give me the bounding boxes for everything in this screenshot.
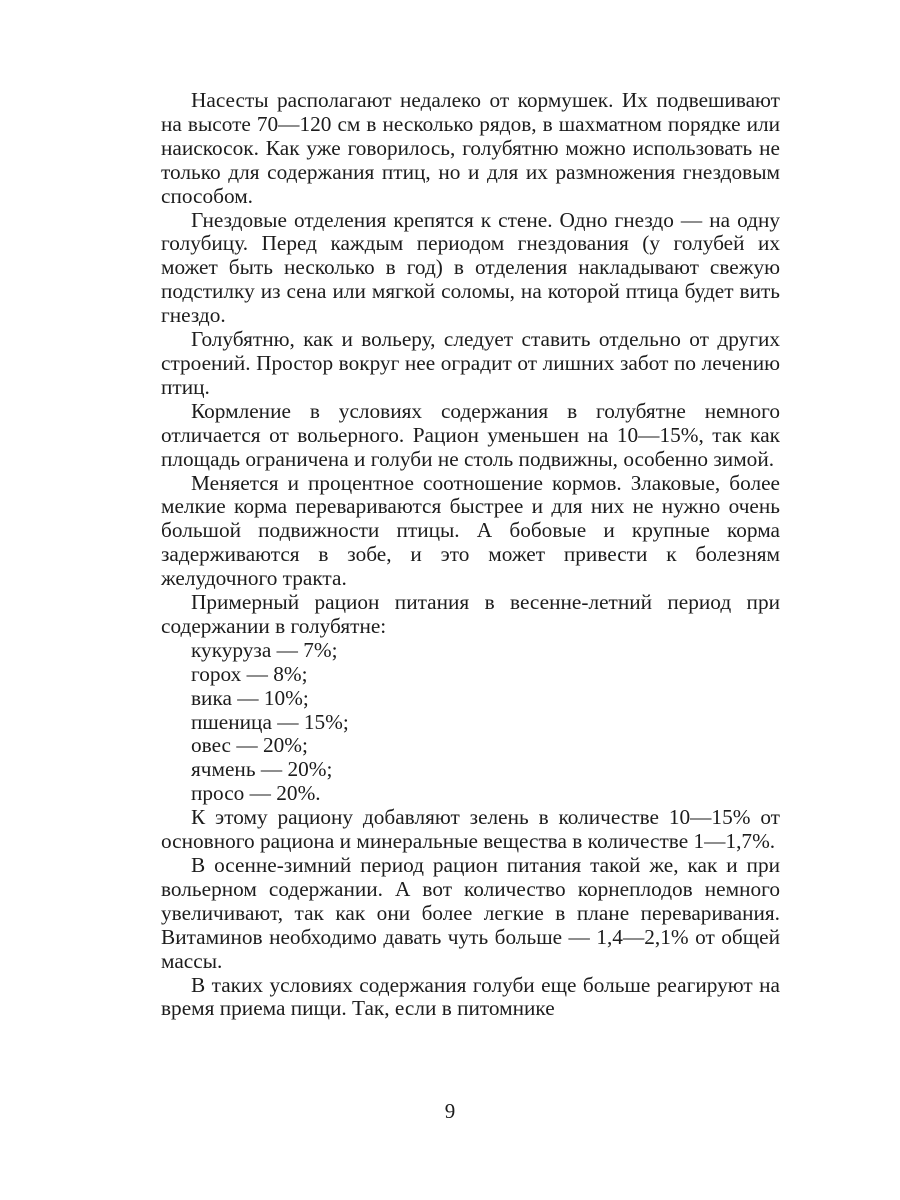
- list-item: вика — 10%;: [191, 685, 309, 710]
- paragraph-spring-summer-ration: Примерный рацион питания в весенне-летний период при содержании в голубятне:: [161, 590, 780, 638]
- paragraph-dovecote-placement: Голубятню, как и вольеру, следует ставить отдельно от других строений. Простор вокруг нее оградит от лишних забот по лечению птиц.: [161, 327, 780, 399]
- list-item: овес — 20%;: [191, 733, 308, 758]
- ration-list: [161, 639, 780, 806]
- page-body: [161, 89, 780, 1021]
- paragraph-feeding-time: В таких условиях содержания голуби еще больше реагируют на время приема пищи. Так, если в питомнике: [161, 972, 780, 1021]
- paragraph-autumn-winter: В осенне-зимний период рацион питания такой же, как и при вольерном содержании. А вот количество корнеплодов немного увеличивают, так как они более легкие в плане переваривания. Витаминов необходимо давать чуть больше — 1,4—2,1% от общей массы.: [161, 853, 780, 973]
- list-item: кукуруза — 7%;: [191, 637, 338, 662]
- list-item: ячмень — 20%;: [191, 757, 333, 782]
- paragraph-feeding: Кормление в условиях содержания в голубятне немного отличается от вольерного. Рацион уменьшен на 10—15%, так как площадь ограничена и голуби не столь подвижны, особенно зимой.: [161, 398, 780, 471]
- page-number: 9: [444, 1099, 456, 1123]
- paragraph-nest-compartments: Гнездовые отделения крепятся к стене. Одно гнездо — на одну голубицу. Перед каждым периодом гнездования (у голубей их может быть несколько в год) в отделения накладывают свежую подстилку из сена или мягкой соломы, на которой птица будет вить гнездо.: [161, 207, 780, 328]
- list-item: пшеница — 15%;: [191, 709, 349, 734]
- paragraph-greens-minerals: К этому рациону добавляют зелень в количестве 10—15% от основного рациона и минеральные вещества в количестве 1—1,7%.: [161, 805, 780, 854]
- list-item: просо — 20%.: [191, 781, 321, 806]
- paragraph-perches: Насесты располагают недалеко от кормушек. Их подвешивают на высоте 70—120 см в несколько рядов, в шахматном порядке или наискосок. Как уже говорилось, голубятню можно использовать не только для содержания птиц, но и для их размножения гнездовым способом.: [161, 88, 780, 208]
- paragraph-feed-ratio: Меняется и процентное соотношение кормов. Злаковые, более мелкие корма перевариваются быстрее и для них не нужно очень большой подвижности птицы. А бобовые и крупные корма задерживаются в зобе, и это может привести к болезням желудочного тракта.: [161, 470, 780, 591]
- list-item: горох — 8%;: [191, 661, 308, 686]
